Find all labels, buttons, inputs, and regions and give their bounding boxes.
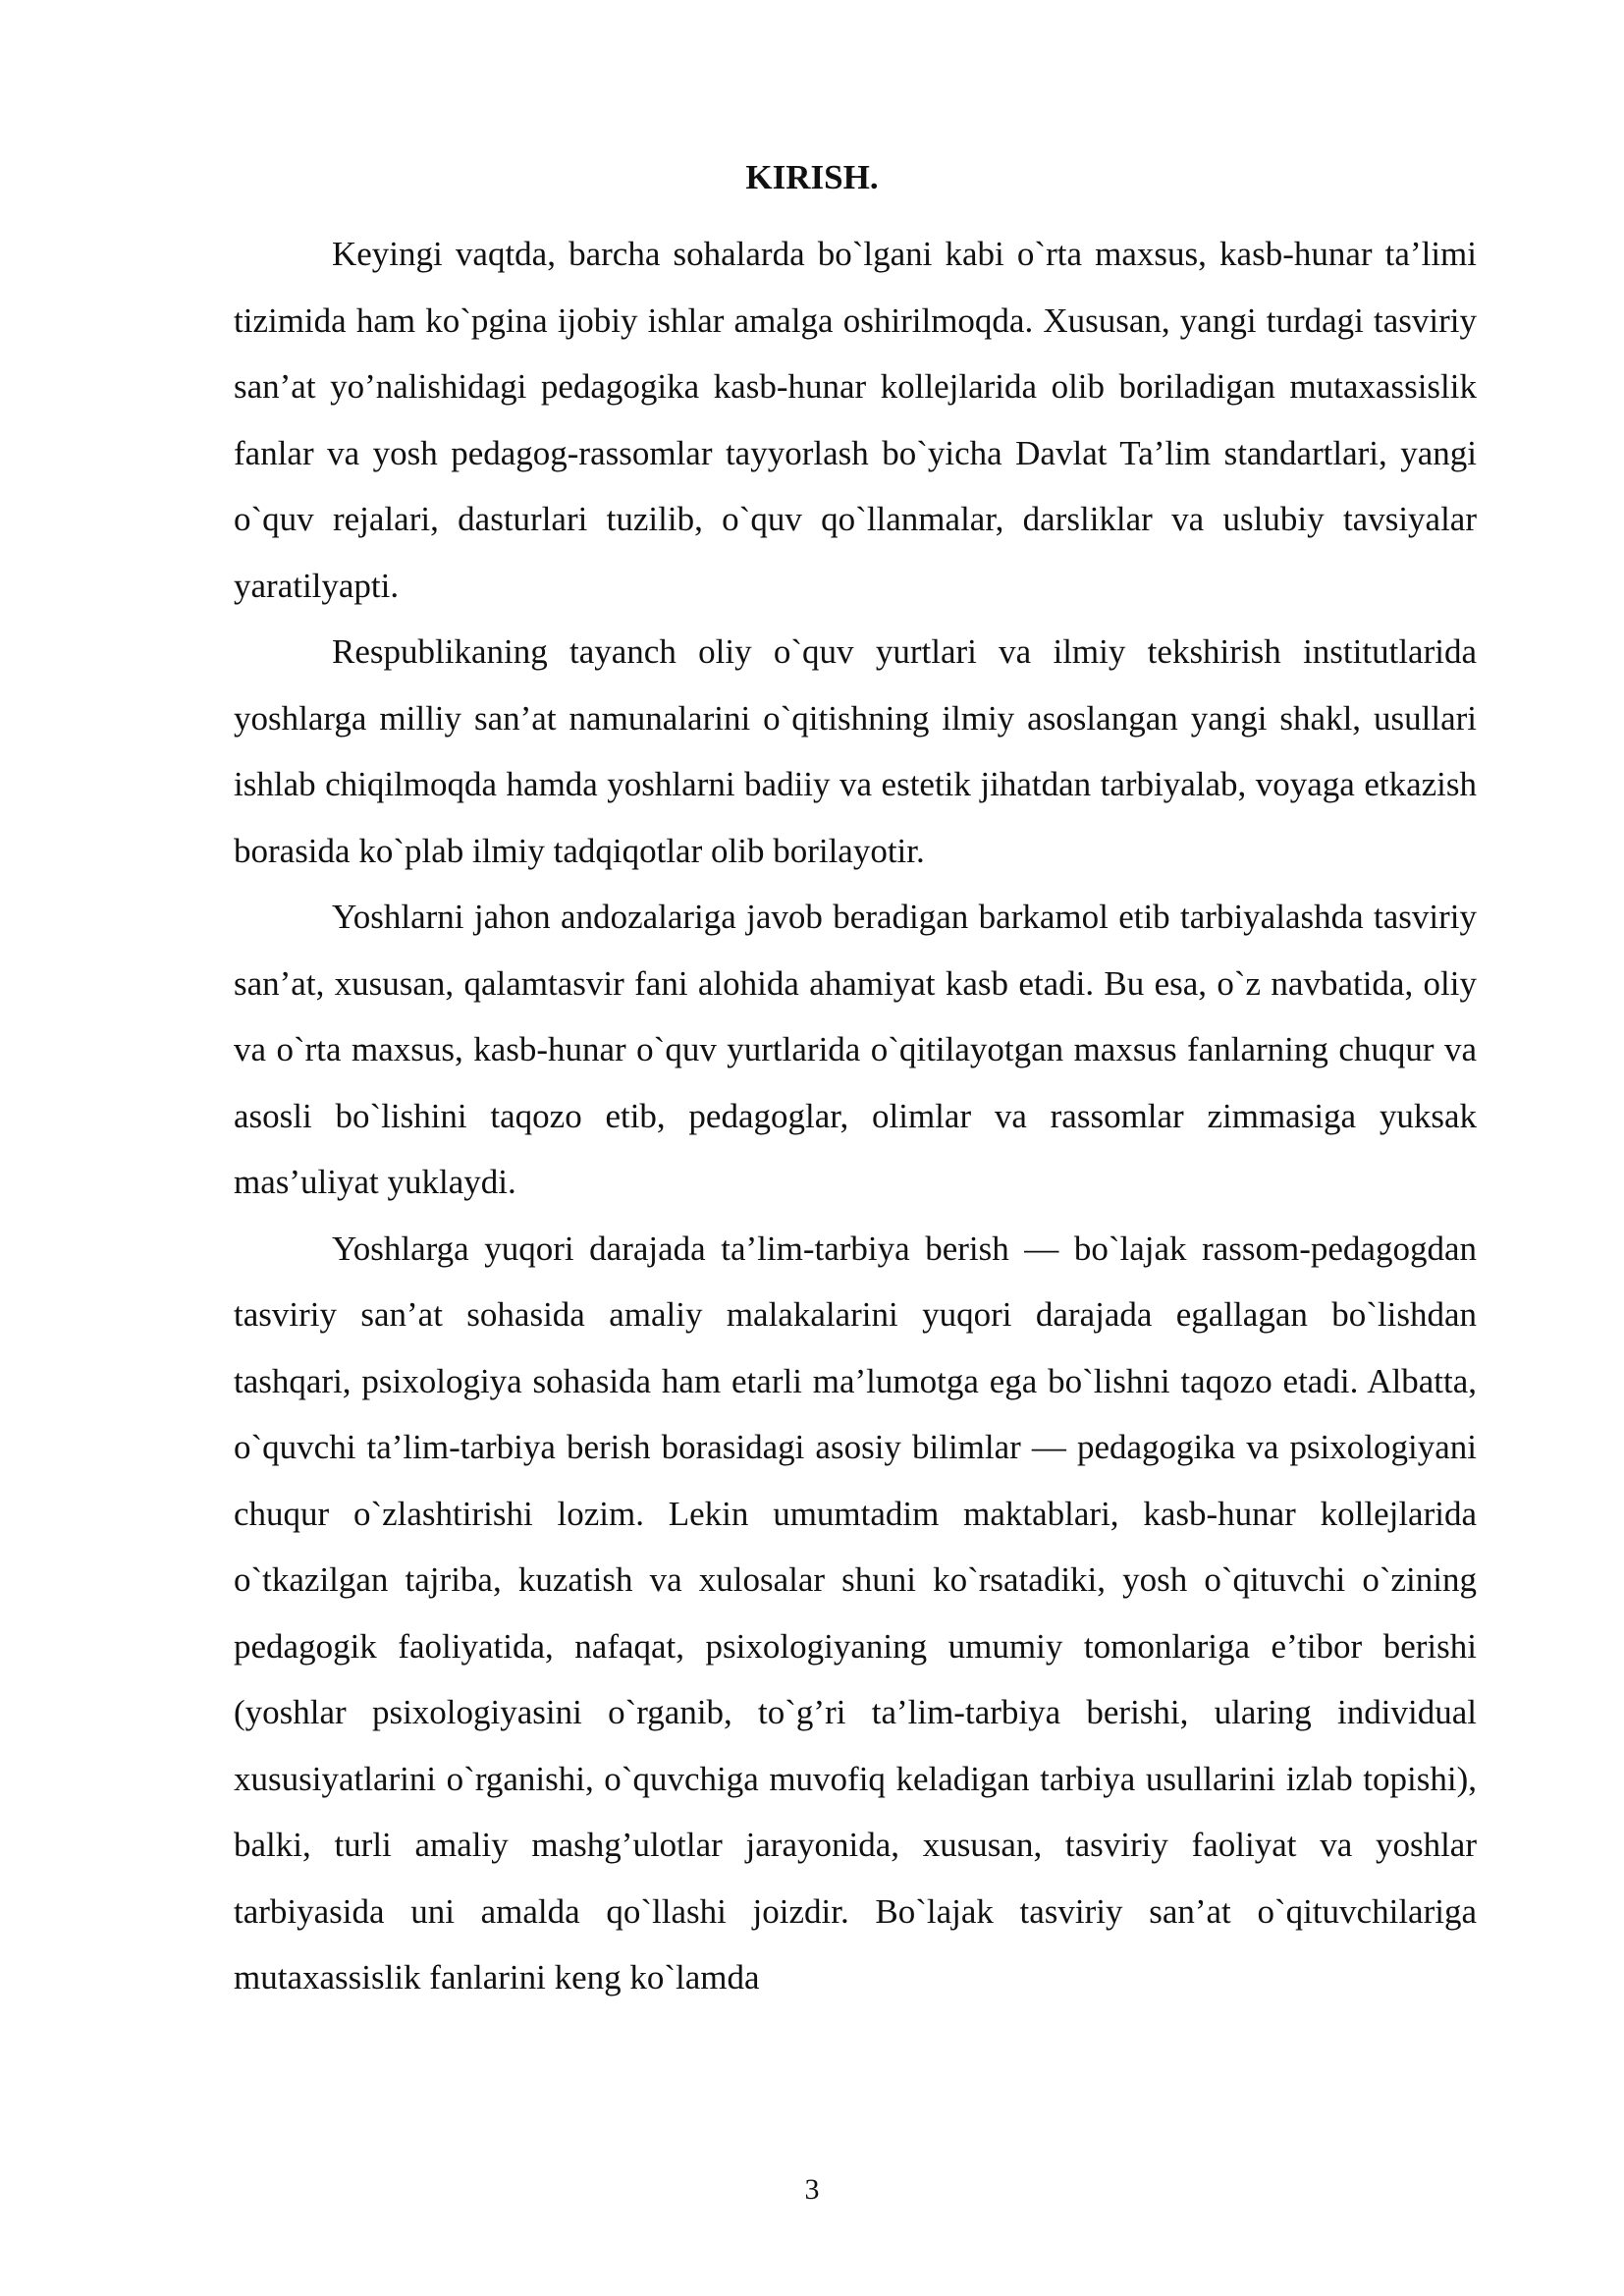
page-title: KIRISH. [745, 158, 879, 196]
paragraph: Respublikaning tayanch oliy o`quv yurtlari va ilmiy tekshirish institutlarida yoshlarga milliy san’at namunalarini o`qitishning ilmiy asoslangan yangi shakl, usullari ishlab chiqilmoqda hamda yoshlarni badiiy va estetik jihatdan tarbiyalab, voyaga etkazish borasida ko`plab ilmiy tadqiqotlar olib borilayotir. [234, 632, 1477, 870]
body-text [234, 221, 1477, 2011]
paragraph: Yoshlarni jahon andozalariga javob beradigan barkamol etib tarbiyalashda tasviriy san’at, xususan, qalamtasvir fani alohida ahamiyat kasb etadi. Bu esa, o`z navbatida, oliy va o`rta maxsus, kasb-hunar o`quv yurtlarida o`qitilayotgan maxsus fanlarning chuqur va asosli bo`lishini taqozo etib, pedagoglar, olimlar va rassomlar zimmasiga yuksak mas’uliyat yuklaydi. [234, 898, 1477, 1201]
paragraph: Yoshlarga yuqori darajada ta’lim-tarbiya berish — bo`lajak rassom-pedagogdan tasviriy san’at sohasida amaliy malakalarini yuqori darajada egallagan bo`lishdan tashqari, psixologiya sohasida ham etarli ma’lumotga ega bo`lishni taqozo etadi. Albatta, o`quvchi ta’lim-tarbiya berish borasidagi asosiy bilimlar — pedagogika va psixologiyani chuqur o`zlashtirishi lozim. Lekin umumtadim maktablari, kasb-hunar kollejlarida o`tkazilgan tajriba, kuzatish va xulosalar shuni ko`rsatadiki, yosh o`qituvchi o`zining pedagogik faoliyatida, nafaqat, psixologiyaning umumiy tomonlariga e’tibor berishi (yoshlar psixologiyasini o`rganib, to`g’ri ta’lim-tarbiya berishi, ularing individual xususiyatlarini o`rganishi, o`quvchiga muvofiq keladigan tarbiya usullarini izlab topishi), balki, turli amaliy mashg’ulotlar jarayonida, xususan, tasviriy faoliyat va yoshlar tarbiyasida uni amalda qo`llashi joizdir. Bo`lajak tasviriy san’at o`qituvchilariga mutaxassislik fanlarini keng ko`lamda [234, 1229, 1477, 1996]
paragraph: Keyingi vaqtda, barcha sohalarda bo`lgani kabi o`rta maxsus, kasb-hunar ta’limi tizimida ham ko`pgina ijobiy ishlar amalga oshirilmoqda. Xususan, yangi turdagi tasviriy san’at yo’nalishidagi pedagogika kasb-hunar kollejlarida olib boriladigan mutaxassislik fanlar va yosh pedagog-rassomlar tayyorlash bo`yicha Davlat Ta’lim standartlari, yangi o`quv rejalari, dasturlari tuzilib, o`quv qo`llanmalar, darsliklar va uslubiy tavsiyalar yaratilyapti. [234, 235, 1477, 605]
page-number: 3 [804, 2173, 820, 2206]
